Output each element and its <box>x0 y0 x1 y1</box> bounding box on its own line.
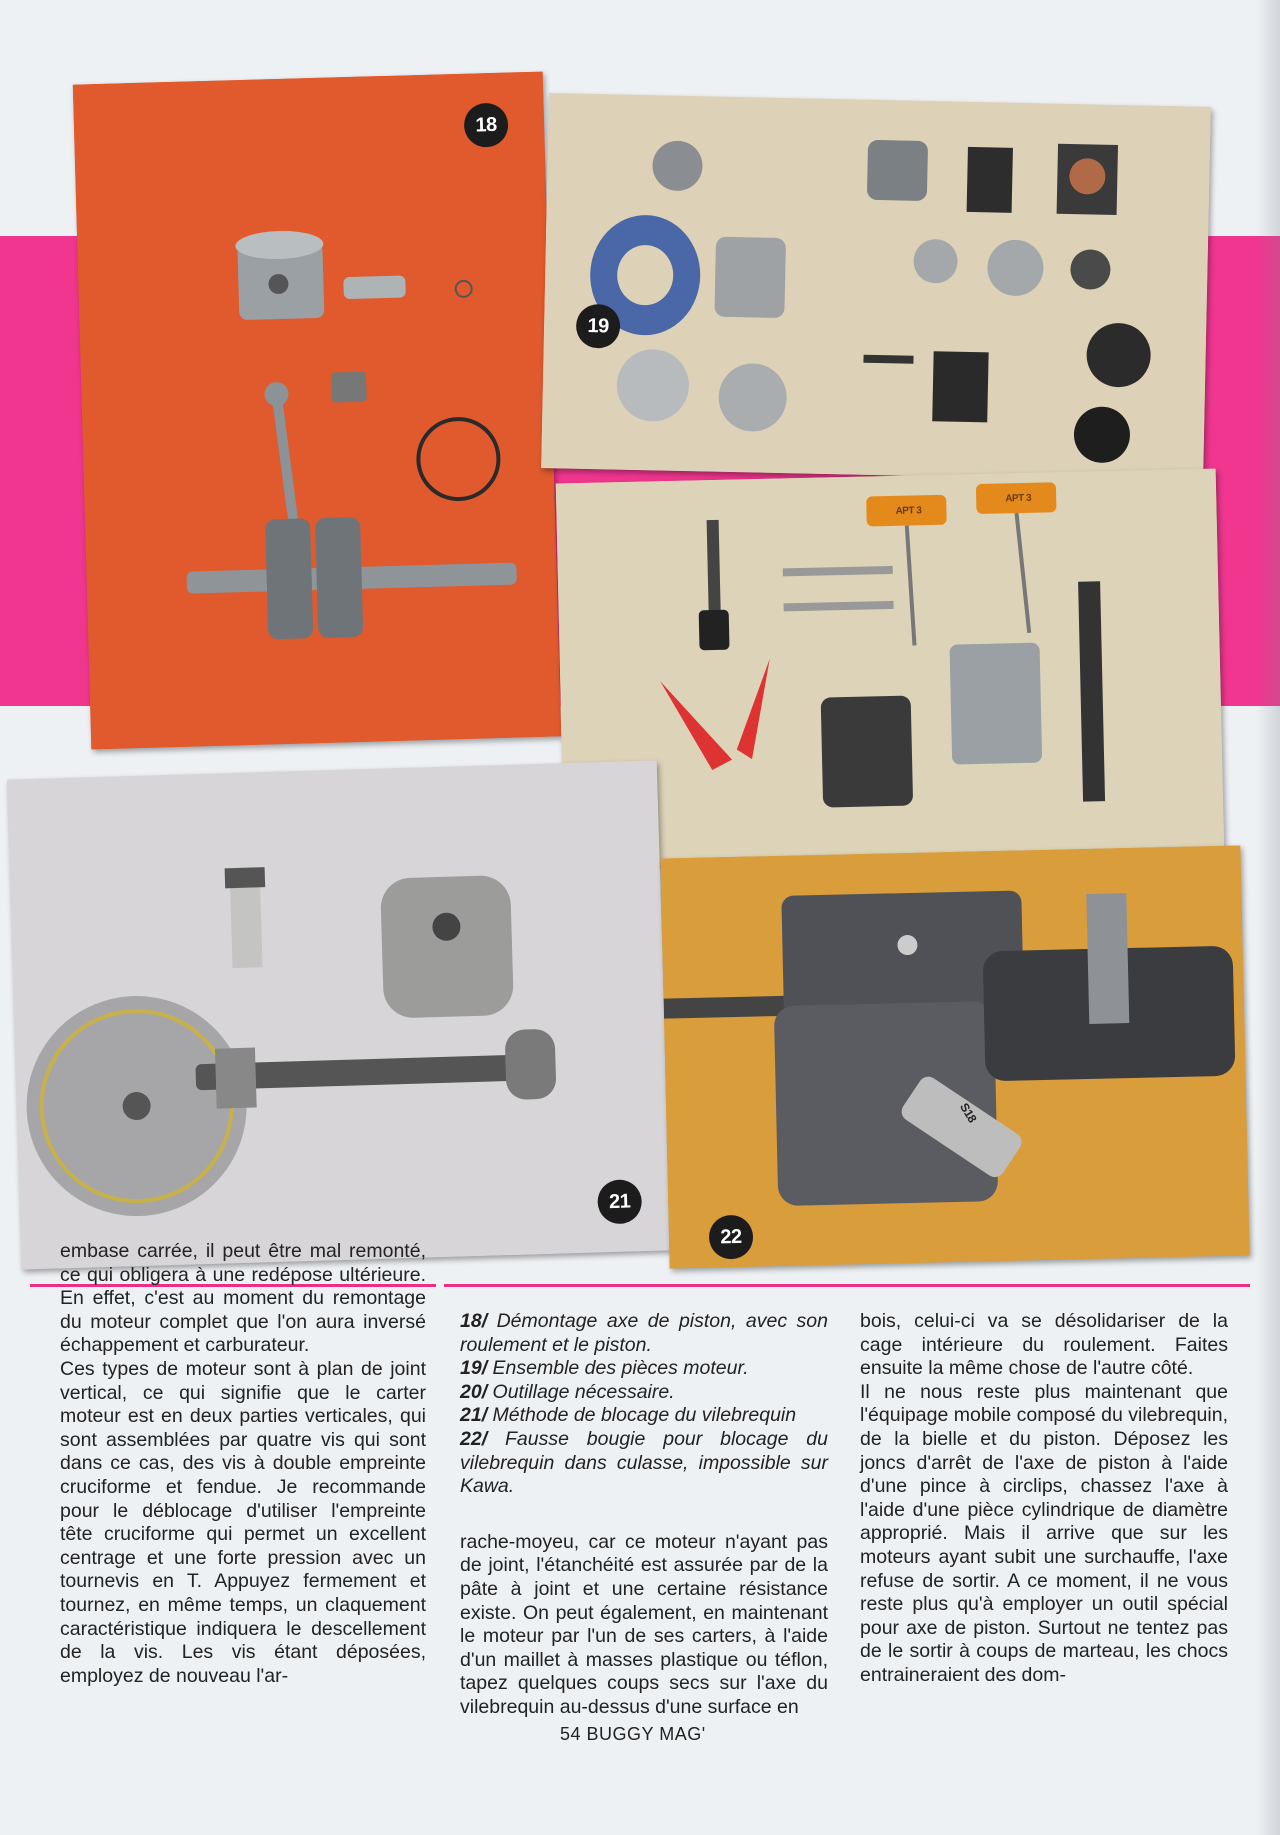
captions-block <box>460 1310 828 1499</box>
photo-18-piston-crankshaft <box>73 72 561 750</box>
middle-text-column <box>460 1310 828 1720</box>
left-paragraph-1: embase carrée, il peut être mal remonté, ce qui obligera à une redépose ultérieure. En effet, c'est au moment du remontage du moteur complet que l'on aura inversé échappement et carburateur. <box>60 1240 426 1357</box>
photo-22-illustration <box>660 845 1249 1268</box>
photo-18-illustration <box>73 72 561 750</box>
photo-21-illustration <box>7 760 671 1269</box>
needle-bearing-shape <box>331 372 367 403</box>
figure-number-18: 18 <box>463 103 508 148</box>
right-paragraph-2: Il ne nous reste plus maintenant que l'équipage mobile composé du vilebrequin, de la bielle et du piston. Déposez les joncs d'arrêt de l'axe de piston à l'aide d'une pince à circlips, chassez l'axe à l'aide d'une pièce cylindrique de diamètre approprié. Mais il arrive que sur les moteurs ayant subit une surchauffe, l'axe refuse de sortir. A ce moment, il ne vous reste plus qu'à employer un outil spécial pour axe de piston. Surtout ne tentez pas de le sortir à coups de marteau, les chocs entraineraient des dom- <box>860 1380 1228 1686</box>
caption-18: 18/ Démontage axe de piston, avec son roulement et le piston. <box>460 1310 828 1356</box>
right-paragraph-1: bois, celui-ci va se désolidariser de la cage intérieure du roulement. Faites ensuite la même chose de l'autre côté. <box>860 1310 1228 1380</box>
middle-paragraph-1: rache-moyeu, car ce moteur n'ayant pas de joint, l'étanchéité est assurée par de la pâte à joint et une certaine résistance existe. On peut également, en maintenant le moteur par l'un de ses carters, à l'aide d'un maillet à masses plastique ou téflon, tapez quelques coups secs sur l'axe du vilebrequin au-dessus d'une surface en <box>460 1530 828 1718</box>
photo-19-engine-parts <box>541 93 1211 482</box>
left-text-column <box>60 1240 426 1688</box>
photo-19-illustration <box>541 93 1211 482</box>
caption-21: 21/ Méthode de blocage du vilebrequin <box>460 1404 797 1427</box>
figure-number-19: 19 <box>576 304 621 349</box>
cylinder-head-shape <box>380 875 514 1019</box>
left-paragraph-2: Ces types de moteur sont à plan de joint vertical, ce qui signifie que le carter moteur est en deux parties verticales, qui sont assemblées par quatre vis qui sont dans ce cas, des vis à double empreinte cruciforme et fendue. Je recommande pour le déblocage d'utiliser l'empreinte tête cruciforme qui permet un excellent centrage et une forte pression avec un tournevis en T. Appuyez fermement et tournez, en même temps, un claquement caractéristique indiquera le descellement de la vis. Les vis étant déposées, employez de nouveau l'ar- <box>60 1357 426 1687</box>
page-edge-shadow <box>1256 0 1280 1835</box>
caption-19: 19/ Ensemble des pièces moteur. <box>460 1357 749 1380</box>
page-folio: 54 BUGGY MAG' <box>560 1724 706 1744</box>
wide-rule <box>444 1284 1250 1287</box>
photo-21-crankshaft-blocking <box>7 760 671 1269</box>
tool-label-right: APT 3 <box>1005 492 1032 504</box>
caption-22: 22/ Fausse bougie pour blocage du vilebrequin dans culasse, impossible sur Kawa. <box>460 1427 828 1498</box>
right-text-column <box>860 1310 1228 1688</box>
caption-20: 20/ Outillage nécessaire. <box>460 1380 675 1403</box>
tool-label-left: APT 3 <box>895 504 922 517</box>
piston-pin-shape <box>343 275 406 299</box>
spark-plug-label: S18 <box>957 1100 980 1125</box>
figure-number-21: 21 <box>597 1179 642 1224</box>
photo-22-fake-spark-plug <box>660 845 1249 1268</box>
figure-number-22: 22 <box>709 1215 754 1260</box>
